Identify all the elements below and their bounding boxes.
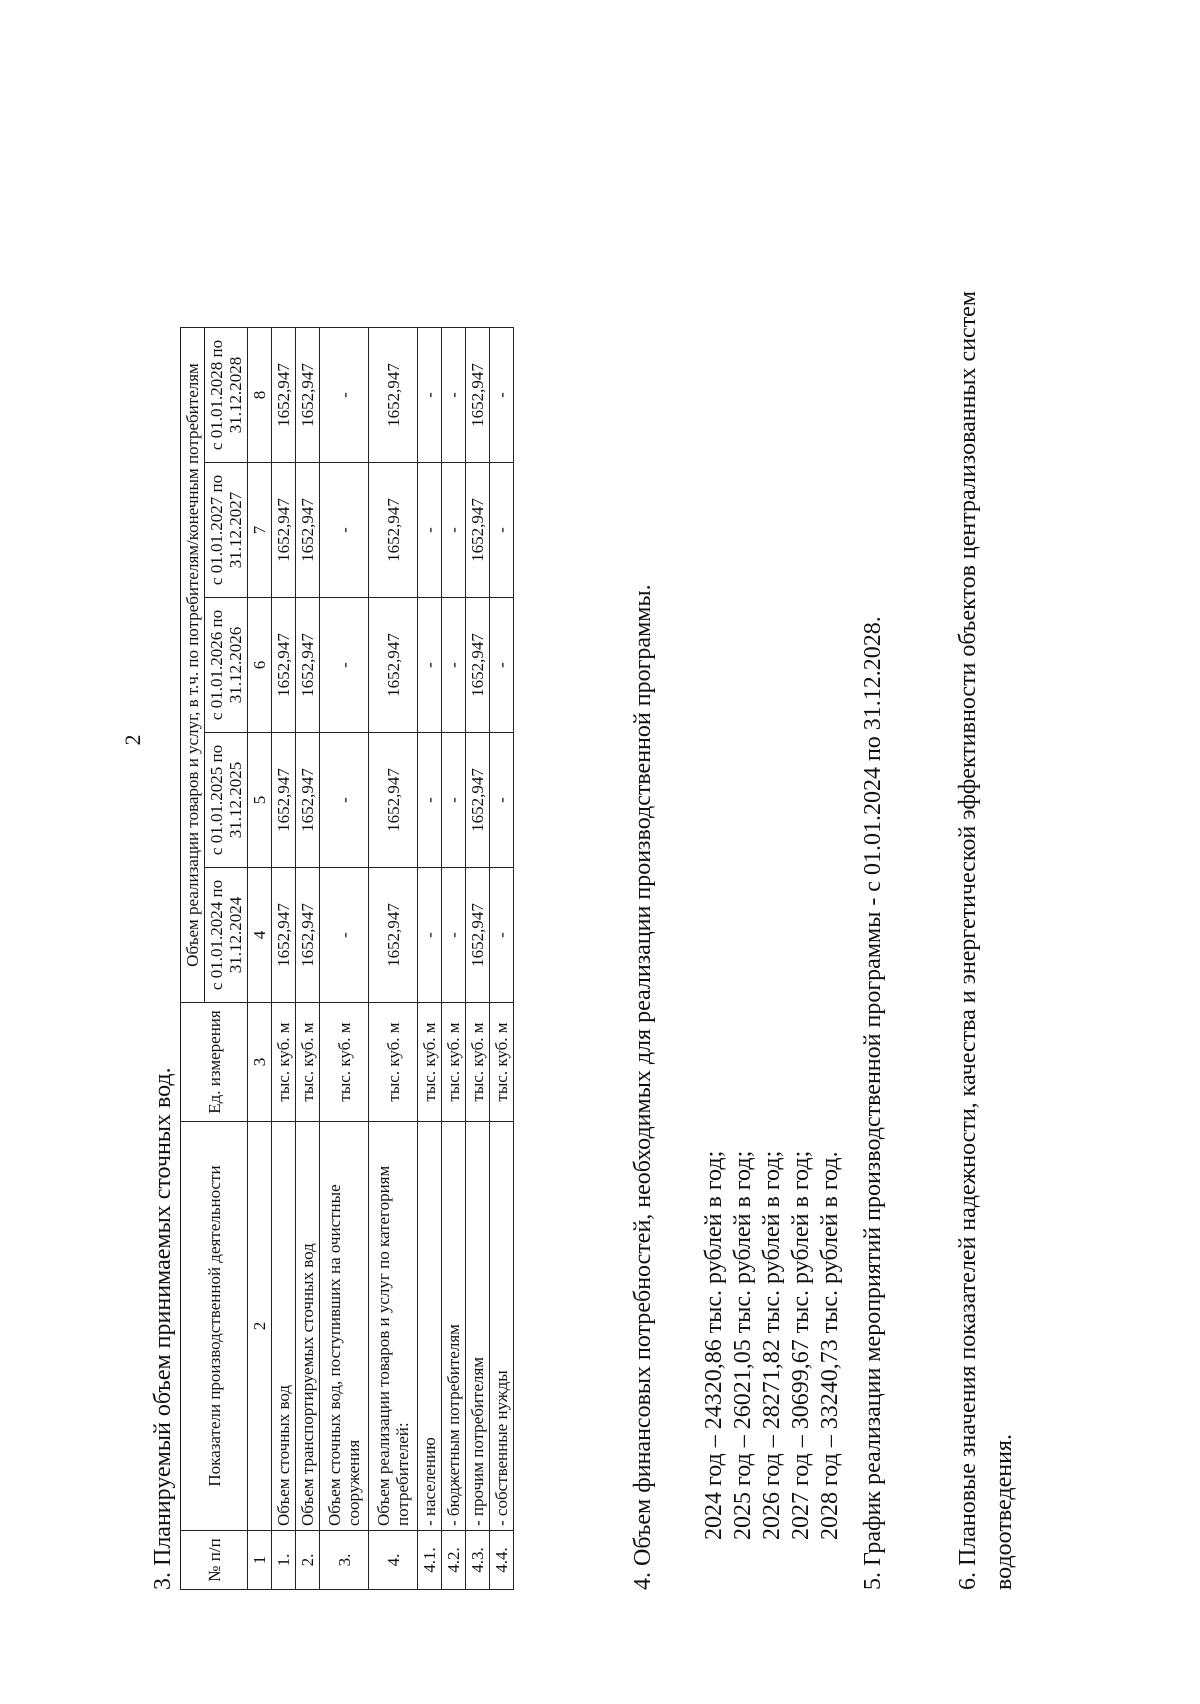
- row-value: -: [418, 733, 442, 868]
- table-row: [442, 328, 466, 1590]
- row-value: 1652,947: [466, 598, 490, 733]
- row-value: 1652,947: [296, 463, 320, 598]
- row-number: 1.: [272, 1531, 296, 1590]
- table-header-row: [181, 328, 205, 1590]
- page-number: 2: [120, 734, 145, 746]
- row-value: 1652,947: [272, 868, 296, 1003]
- row-value: 1652,947: [272, 463, 296, 598]
- row-number: 4.1.: [418, 1531, 442, 1590]
- list-item: 2026 год – 28271,82 тыс. рублей в год;: [759, 1150, 785, 1540]
- row-value: -: [320, 733, 369, 868]
- row-value: -: [442, 598, 466, 733]
- row-indicator: Объем реализации товаров и услуг по категориям потребителей:: [369, 1122, 418, 1531]
- section-6-title: 6. Плановые значения показателей надежности, качества и энергетической эффективности объектов централизованных систем водоотведения.: [955, 290, 1017, 1590]
- row-value: -: [418, 328, 442, 463]
- row-unit: тыс. куб. м: [418, 1003, 442, 1122]
- row-value: -: [418, 598, 442, 733]
- table-body: [272, 328, 514, 1590]
- column-number: 1: [248, 1531, 272, 1590]
- row-indicator: - прочим потребителям: [466, 1122, 490, 1531]
- row-number: 4.4.: [490, 1531, 514, 1590]
- row-value: 1652,947: [272, 598, 296, 733]
- list-item: 2027 год – 30699,67 тыс. рублей в год;: [788, 1150, 814, 1540]
- row-unit: тыс. куб. м: [466, 1003, 490, 1122]
- row-value: -: [320, 868, 369, 1003]
- row-indicator: Объем транспортируемых сточных вод: [296, 1122, 320, 1531]
- row-value: 1652,947: [466, 328, 490, 463]
- row-value: 1652,947: [369, 733, 418, 868]
- row-value: -: [320, 598, 369, 733]
- row-value: -: [490, 733, 514, 868]
- header-num: № п/п: [181, 1531, 248, 1590]
- column-number: 6: [248, 598, 272, 733]
- column-number: 3: [248, 1003, 272, 1122]
- row-number: 2.: [296, 1531, 320, 1590]
- column-number: 5: [248, 733, 272, 868]
- row-unit: тыс. куб. м: [296, 1003, 320, 1122]
- section-5-title: 5. График реализации мероприятий производственной программы - с 01.01.2024 по 31.12.2028.: [860, 616, 886, 1590]
- row-value: 1652,947: [296, 598, 320, 733]
- row-value: 1652,947: [296, 328, 320, 463]
- table-row: [272, 328, 296, 1590]
- row-value: -: [418, 463, 442, 598]
- table-row: [320, 328, 369, 1590]
- row-indicator: - бюджетным потребителям: [442, 1122, 466, 1531]
- list-item: 2024 год – 24320,86 тыс. рублей в год;: [701, 1150, 727, 1540]
- row-value: 1652,947: [466, 733, 490, 868]
- header-period: с 01.01.2027 по 31.12.2027: [205, 463, 248, 598]
- row-number: 3.: [320, 1531, 369, 1590]
- row-value: 1652,947: [369, 598, 418, 733]
- row-unit: тыс. куб. м: [490, 1003, 514, 1122]
- header-unit: Ед. измерения: [181, 1003, 248, 1122]
- list-item: 2028 год – 33240,73 тыс. рублей в год.: [817, 1151, 843, 1540]
- section-3-title: 3. Планируемый объем принимаемых сточных вод.: [150, 1067, 176, 1590]
- header-indicator: Показатели производственной деятельности: [181, 1122, 248, 1531]
- row-number: 4.: [369, 1531, 418, 1590]
- column-number-row: [248, 328, 272, 1590]
- table-row: [418, 328, 442, 1590]
- row-value: 1652,947: [272, 733, 296, 868]
- row-unit: тыс. куб. м: [369, 1003, 418, 1122]
- row-value: -: [490, 463, 514, 598]
- row-value: -: [442, 463, 466, 598]
- row-value: 1652,947: [369, 463, 418, 598]
- column-number: 7: [248, 463, 272, 598]
- column-number: 8: [248, 328, 272, 463]
- header-period: с 01.01.2028 по 31.12.2028: [205, 328, 248, 463]
- financial-needs-list: [700, 1151, 845, 1540]
- row-value: -: [490, 868, 514, 1003]
- row-value: 1652,947: [296, 868, 320, 1003]
- row-value: -: [490, 598, 514, 733]
- row-indicator: - собственные нужды: [490, 1122, 514, 1531]
- row-value: -: [442, 868, 466, 1003]
- row-number: 4.2.: [442, 1531, 466, 1590]
- row-value: -: [490, 328, 514, 463]
- row-value: -: [442, 328, 466, 463]
- row-unit: тыс. куб. м: [320, 1003, 369, 1122]
- header-group: Объем реализации товаров и услуг, в т.ч. по потребителям/конечным потребителям: [181, 328, 205, 1003]
- wastewater-volume-table: [180, 327, 514, 1590]
- row-indicator: - населению: [418, 1122, 442, 1531]
- list-item: 2025 год – 26021,05 тыс. рублей в год;: [730, 1150, 756, 1540]
- row-number: 4.3.: [466, 1531, 490, 1590]
- row-unit: тыс. куб. м: [442, 1003, 466, 1122]
- row-value: 1652,947: [296, 733, 320, 868]
- table-row: [490, 328, 514, 1590]
- row-value: -: [418, 868, 442, 1003]
- header-period: с 01.01.2026 по 31.12.2026: [205, 598, 248, 733]
- row-value: 1652,947: [369, 868, 418, 1003]
- row-value: -: [320, 463, 369, 598]
- row-value: 1652,947: [466, 868, 490, 1003]
- row-value: 1652,947: [272, 328, 296, 463]
- row-indicator: Объем сточных вод: [272, 1122, 296, 1531]
- row-value: -: [320, 328, 369, 463]
- row-value: -: [442, 733, 466, 868]
- row-value: 1652,947: [369, 328, 418, 463]
- row-unit: тыс. куб. м: [272, 1003, 296, 1122]
- row-value: 1652,947: [466, 463, 490, 598]
- table-row: [296, 328, 320, 1590]
- header-period: с 01.01.2025 по 31.12.2025: [205, 733, 248, 868]
- section-4-title: 4. Объем финансовых потребностей, необходимых для реализации производственной программы.: [630, 584, 656, 1590]
- column-number: 2: [248, 1122, 272, 1531]
- rotated-content: [110, 60, 1180, 1620]
- column-number: 4: [248, 868, 272, 1003]
- row-indicator: Объем сточных вод, поступивших на очистные сооружения: [320, 1122, 369, 1531]
- table-row: [466, 328, 490, 1590]
- header-period: с 01.01.2024 по 31.12.2024: [205, 868, 248, 1003]
- table-row: [369, 328, 418, 1590]
